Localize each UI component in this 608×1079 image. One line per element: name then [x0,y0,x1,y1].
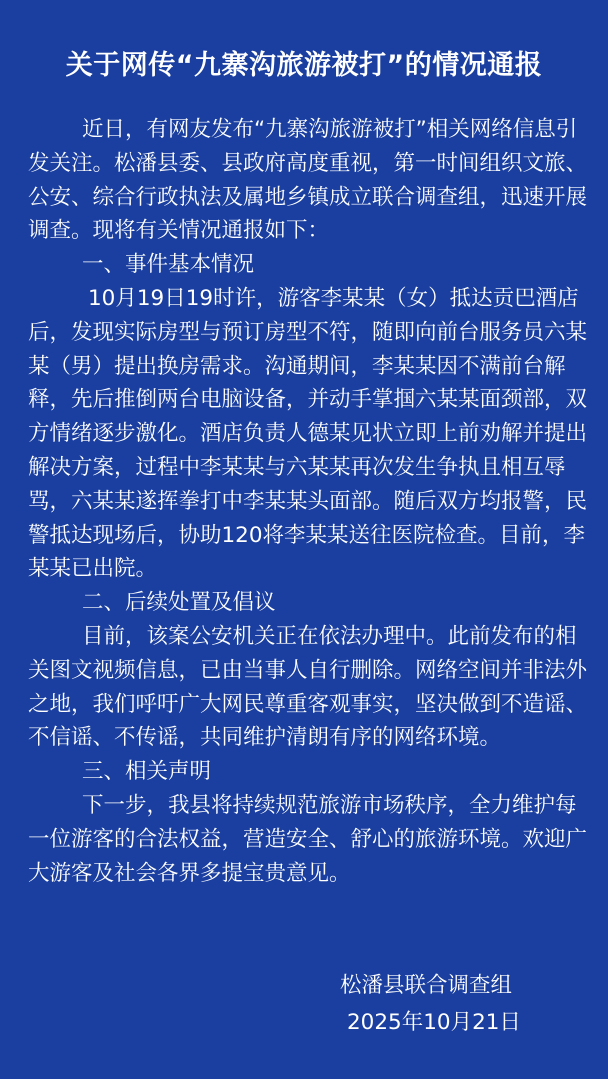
section-heading-1: 一、事件基本情况 [82,252,255,278]
section-heading-3: 三、相关声明 [82,759,212,785]
signature-date: 2025年10月21日 [347,1010,521,1035]
intro-paragraph: 近日，有网友发布“九寨沟旅游被打”相关网络信息引发关注。松潘县委、县政府高度重视，第一时间组织文旅、公安、综合行政执法及属地乡镇成立联合调查组，迅速开展调查。现将有关情况通报如下： [28,117,588,244]
signature-org: 松潘县联合调查组 [340,973,513,998]
section-text-1: 10月19日19时许，游客李某某（女）抵达贡巴酒店后，发现实际房型与预订房型不符，随即向前台服务员六某某（男）提出换房需求。沟通期间，李某某因不满前台解释，先后推倒两台电脑设备，并动手掌掴六某某面颈部，双方情绪逐步激化。酒店负责人德某见状立即上前劝解并提出解决方案，过程中李某某与六某某再次发生争执且相互辱骂，六某某遂挥拳打中李某某头面部。随后双方均报警，民警抵达现场后，协助120将李某某送往医院检查。目前，李某某已出院。 [28,285,588,582]
notice-body [28,113,592,890]
section-heading-2: 二、后续处置及倡议 [82,590,276,616]
notice-title: 关于网传“九寨沟旅游被打”的情况通报 [65,50,543,81]
section-text-3: 下一步，我县将持续规范旅游市场秩序，全力维护每一位游客的合法权益，营造安全、舒心的旅游环境。欢迎广大游客及社会各界多提宝贵意见。 [28,792,588,886]
section-text-2: 目前，该案公安机关正在依法办理中。此前发布的相关图文视频信息，已由当事人自行删除。网络空间并非法外之地，我们呼吁广大网民尊重客观事实，坚决做到不造谣、不信谣、不传谣，共同维护清朗有序的网络环境。 [28,623,588,751]
